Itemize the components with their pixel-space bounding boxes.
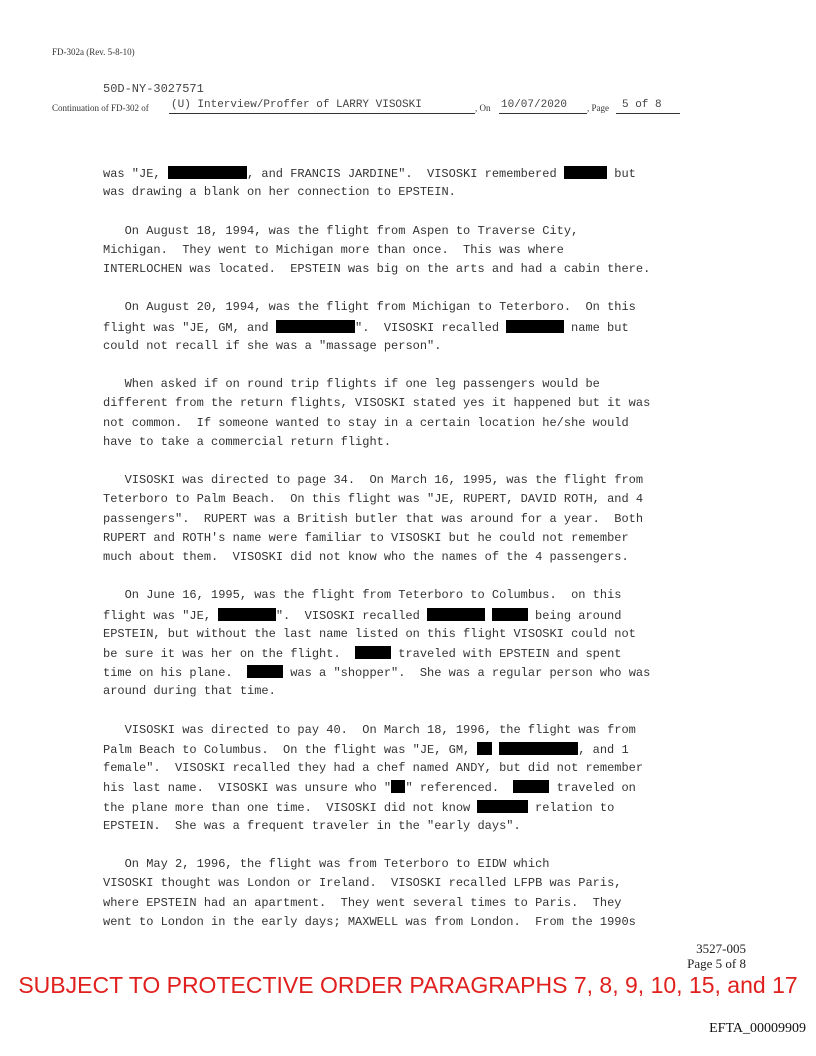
body-text: relation to	[527, 800, 615, 815]
continuation-label: Continuation of FD-302 of	[52, 103, 149, 113]
body-text: have to take a commercial return flight.	[103, 434, 392, 449]
body-text: different from the return flights, VISOSKI stated yes it happened but it was	[103, 396, 651, 411]
body-text: On August 18, 1994, was the flight from Aspen to Traverse City,	[103, 223, 579, 238]
body-line	[103, 761, 643, 775]
body-text: not common. If someone wanted to stay in a certain location he/she would	[103, 415, 629, 430]
body-text: be sure it was her on the flight.	[103, 647, 356, 661]
body-text: female". VISOSKI recalled they had a chef named ANDY, but did not remember	[103, 761, 644, 776]
body-line	[103, 512, 643, 526]
redaction-block	[247, 665, 283, 678]
body-text: went to London in the early days; MAXWELL was from London. From the 1990s	[103, 914, 636, 929]
body-text	[492, 743, 499, 757]
body-text: ". VISOSKI recalled	[355, 320, 507, 335]
body-text: much about them. VISOSKI did not know who the names of the 4 passengers.	[103, 550, 629, 564]
body-text: was drawing a blank on her connection to EPSTEIN.	[103, 185, 456, 200]
body-line	[103, 262, 650, 276]
body-text: his last name. VISOSKI was unsure who "	[103, 781, 392, 796]
body-text: where EPSTEIN had an apartment. They went several times to Paris. They	[103, 895, 622, 910]
page-label: , Page	[587, 103, 609, 113]
body-line	[103, 320, 629, 334]
redaction-block	[168, 166, 247, 179]
body-text: could not recall if she was a "massage person".	[103, 338, 442, 353]
redaction-block	[477, 742, 491, 755]
body-text: On May 2, 1996, the flight was from Teterboro to EIDW which	[103, 857, 550, 872]
subject-field: (U) Interview/Proffer of LARRY VISOSKI	[169, 99, 475, 114]
body-text: , and 1	[578, 743, 629, 757]
body-line	[103, 300, 636, 314]
body-text: Palm Beach to Columbus. On the flight was "JE, GM,	[103, 743, 478, 757]
body-line	[103, 339, 441, 353]
body-text: EPSTEIN, but without the last name listed on this flight VISOSKI could not	[103, 626, 636, 641]
body-text: around during that time.	[103, 684, 276, 699]
body-line	[103, 684, 276, 698]
body-line	[103, 243, 564, 257]
body-line	[103, 416, 629, 430]
protective-order-notice: SUBJECT TO PROTECTIVE ORDER PARAGRAPHS 7, 8, 9, 10, 15, and 17	[18, 972, 798, 998]
body-line	[103, 588, 621, 602]
body-text: VISOSKI was directed to page 34. On March 16, 1995, was the flight from	[103, 473, 644, 488]
body-text: On June 16, 1995, was the flight from Teterboro to Columbus. on this	[103, 588, 622, 603]
redaction-block	[477, 800, 527, 813]
body-text: but	[607, 167, 636, 181]
redaction-block	[513, 780, 549, 793]
body-text	[485, 609, 492, 623]
body-line	[103, 646, 621, 660]
bates-number: EFTA_00009909	[709, 1021, 806, 1036]
body-line	[103, 780, 636, 794]
redaction-block	[499, 742, 578, 755]
body-text: " referenced.	[405, 781, 514, 796]
body-line	[103, 896, 621, 910]
body-text: On August 20, 1994, was the flight from Michigan to Teterboro. On this	[103, 300, 636, 315]
body-line	[103, 819, 521, 833]
redaction-block	[276, 320, 355, 333]
body-text: time on his plane.	[103, 666, 248, 681]
body-text: ". VISOSKI recalled	[275, 608, 428, 623]
body-text: was "JE,	[103, 167, 168, 181]
body-line	[103, 857, 549, 871]
file-code: 3527-005	[696, 941, 746, 956]
body-text: passengers". RUPERT was a British butler that was around for a year. Both	[103, 511, 644, 526]
body-line	[103, 435, 391, 449]
body-text: VISOSKI was directed to pay 40. On March 18, 1996, the flight was from	[103, 722, 636, 737]
case-number: 50D-NY-3027571	[103, 82, 204, 96]
body-text: , and FRANCIS JARDINE". VISOSKI remembered	[247, 167, 564, 181]
redaction-block	[427, 608, 485, 621]
body-line	[103, 723, 636, 737]
body-text: was a "shopper". She was a regular person who was	[283, 666, 651, 681]
body-line	[103, 377, 600, 391]
body-line	[103, 396, 650, 410]
redaction-block	[564, 166, 607, 179]
page-field: 5 of 8	[616, 99, 680, 114]
body-text: INTERLOCHEN was located. EPSTEIN was big on the arts and had a cabin there.	[103, 262, 651, 276]
body-text: name but	[563, 320, 629, 335]
page-of: Page 5 of 8	[687, 956, 746, 971]
body-line	[103, 608, 621, 622]
body-text: VISOSKI thought was London or Ireland. VISOSKI recalled LFPB was Paris,	[103, 876, 622, 891]
redaction-block	[218, 608, 276, 621]
body-line	[103, 665, 650, 679]
body-text: the plane more than one time. VISOSKI did not know	[103, 800, 478, 815]
redaction-block	[391, 780, 405, 793]
body-text: EPSTEIN. She was a frequent traveler in the "early days".	[103, 818, 521, 833]
body-line	[103, 876, 621, 890]
body-line	[103, 185, 456, 199]
body-text: traveled with EPSTEIN and spent	[391, 647, 622, 661]
body-line	[103, 915, 636, 929]
continuation-header	[52, 99, 692, 115]
body-line	[103, 742, 629, 756]
body-text: When asked if on round trip flights if one leg passengers would be	[103, 377, 600, 392]
body-line	[103, 224, 578, 238]
redaction-block	[355, 646, 391, 659]
redaction-block	[506, 320, 564, 333]
redaction-block	[492, 608, 528, 621]
form-revision-label: FD-302a (Rev. 5-8-10)	[52, 47, 135, 57]
date-field: 10/07/2020	[499, 99, 587, 114]
body-line	[103, 531, 629, 545]
body-text: traveled on	[549, 781, 636, 796]
body-text: Teterboro to Palm Beach. On this flight was "JE, RUPERT, DAVID ROTH, and 4	[103, 492, 644, 507]
body-line	[103, 550, 629, 564]
body-text: being around	[527, 608, 622, 623]
body-text: flight was "JE, GM, and	[103, 320, 276, 335]
body-text: flight was "JE,	[103, 608, 219, 623]
body-line	[103, 800, 614, 814]
on-label: , On	[475, 103, 491, 113]
body-text: Michigan. They went to Michigan more than once. This was where	[103, 242, 564, 257]
page-footer-code	[687, 941, 746, 971]
body-text: RUPERT and ROTH's name were familiar to VISOSKI but he could not remember	[103, 530, 629, 545]
body-line	[103, 492, 643, 506]
body-line	[103, 627, 636, 641]
body-line	[103, 473, 643, 487]
body-line	[103, 166, 636, 180]
